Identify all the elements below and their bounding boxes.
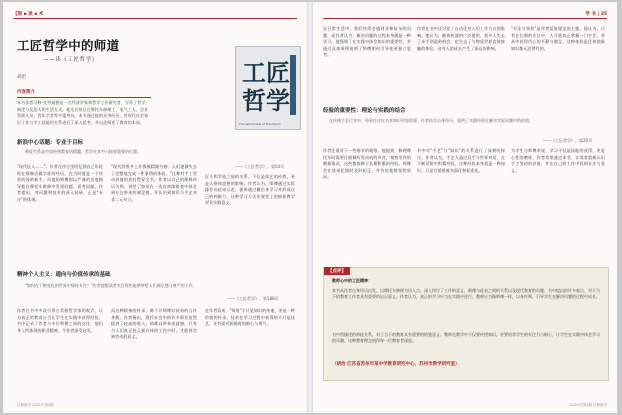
left-col1: "现代匠人……"。作者在序言里回忆到自己年轻时在维修店做学徒的经历，在当时他是一个经验尚浅的新手，而他的师傅则以严谨的态度指导他在摩托车维修中发现问题、思考问题。作者提出，对问题和技术的深入钻研，正是"专注"的体现。	[17, 164, 103, 202]
right-quote-cite: ——《工匠哲学》，第20页	[543, 138, 593, 143]
review-title: 教师心中的工匠精神：	[332, 278, 372, 283]
cover-english-title: The Worldview of Handwork	[239, 122, 281, 126]
review-attribution: （胡治 江苏省苏州市某中学教育研究中心，苏州市教学研究室）	[332, 362, 460, 367]
left-col4: 作者在书中多次引用古希腊哲学家的观点，认为真正的教育应当让学生在实践中获得经验。书中记录了作者与多位师傅之间的交往，他们身上所体现的职业精神，令作者深受启发。	[17, 308, 103, 333]
right-section-heading: 经验的重要性：理论与实践的结合	[323, 108, 406, 114]
section2-quote: "如何在不断变化的世界中保持专注？"作者提醒读者关注那些能够带给人们满足感与尊严的工作。	[25, 283, 197, 288]
section1-heading: 新浪中心话题：专业于目标	[17, 140, 84, 146]
left-col3: 匠人和学徒之间的关系，不仅是技艺的传授，更是人格和思想的影响。作者认为，师傅通过实际操作向徒弟示范，徒弟通过模仿来学习并形成自己的判断力，这种学习方式比课堂上的抽象教学更具实践意义。	[205, 174, 295, 206]
review-paragraph1: 本书从作者自身经历出发，以摩托车修理为切入点，深入探讨了工作的意义、师傅与徒弟之间的关系以及现代教育的问题。书中提出的许多观点，对于当下的教育工作者具有重要的启示意义。作者认为，真正的学习应当在实践中进行，教师应当像师傅一样，以身作则，引导学生在解决问题的过程中成长。	[332, 288, 600, 300]
right-section-intro: 在传统手艺行业中，经验往往比书本知识更加重要。作者结合自身经历，说明了实践经验在解决实际问题中的价值。	[329, 118, 533, 123]
right-folio: 2021年第4期 自修报刊	[570, 403, 607, 407]
abstract-text: 本书作者马修·克劳福德是一名经济学家和哲学工作研究者，写作了哲学，阐述与反思人的生活方式。他先后担任过摩托车修理工、电气工人、企业管理人员、青年学者等多重身份。本书通过他的亲身经历，对现代社会知识工作与手工技能的关系进行了深入思考，并以此阐述了教育的本质。	[17, 100, 150, 125]
section2-quote-cite: ——《工匠哲学》，第188页	[227, 296, 279, 301]
article-subtitle: ——读《工匠哲学》	[43, 57, 98, 63]
left-col3-cite: ——《工匠哲学》，第54页	[235, 164, 285, 169]
right-col3: "专注与坚持"是作者反复提及的主题。他认为，只有在长期的专注中，人才能真正掌握一门手艺，并从中获得内心的平静与满足。这种体验是任何抽象知识都无法替代的。	[511, 26, 605, 51]
article-author: 胡治	[17, 75, 26, 80]
left-header-rule	[13, 18, 297, 19]
left-running-header: 【阅 ▪ 读 ▪ 术	[13, 12, 44, 17]
left-col2: "现代的很多工作都被精细分割，人们逐渐失去了完整地完成一件事情的体验。"这种对手工劳动价值的追问贯穿全书。作者以自己的维修经历为例，讲述了如何在一次次故障排查中体会到专注带来的满足感，并认识到知识与手艺并非二元对立。	[111, 164, 197, 202]
right-col4: 作者注重对于一些细节的观察，他提到，修理摩托车时需要仔细倾听发动机的声音，观察零件的磨损情况，这些都依赖于长期积累的经验。师傅会在徒弟犯错时及时纠正，并告诉他错误的原因。	[323, 148, 411, 180]
right-header-rule	[323, 18, 607, 19]
right-running-header: 学 书 | 35	[585, 12, 607, 17]
cover-title-line2: 哲学	[242, 86, 290, 115]
abstract-rule	[17, 97, 151, 98]
right-col1: 在日常生活中，我们经常会遇到各种复杂的问题，而作者认为，解决问题的过程本身就是一种学习。他强调了在实践中体会知识的重要性，并通过具体事例说明了师傅如何引导徒弟独立思考。	[323, 26, 411, 58]
article-title: 工匠哲学中的师道	[17, 38, 120, 53]
right-col5: 书中对"手艺"与"知识"的关系进行了深刻的探讨。作者认为，手艺人通过双手与世界对话，在不断试错中积累经验，这种经验本身就是一种知识，只是它很难被书面化和标准化。	[417, 148, 505, 173]
book-cover-image	[235, 46, 301, 130]
left-col5: 而这种精神的传承，离不开师傅对徒弟的言传身教。作者指出，现代社会中的许多职业虽然提供了较高的收入，却难以带来成就感。只有当人们真正投入到具体的工作中时，才能体会到劳动的意义。	[111, 308, 197, 340]
cover-accent-bar	[290, 55, 296, 115]
section1-intro: 师徒关系是中国传统教育的精髓，哲学在其中占据着重要的位置。	[25, 149, 141, 154]
left-page	[3, 2, 307, 413]
cover-title-line1: 工匠	[242, 58, 290, 87]
left-col6: 在作者看来，"师道"不只是知识的传递，更是一种价值的传承。徒弟在学习过程中获得的不只是技艺，还有面对困难时的耐心与勇气。	[205, 308, 295, 327]
review-paragraph2: 书中所描述的师徒关系，对于当下的教育具有重要的借鉴意义。教师在教学中不仅要传授知识，更要培养学生的专注力与耐心，让学生在实践中体会学习的乐趣。这种教育理念值得每一位教育者深思。	[332, 332, 600, 344]
right-page	[313, 2, 617, 413]
right-col6: 为学生与师傅来说，学习不仅是技能的获得，更是心性的磨炼。作者希望通过本书，让读者重新认识手工劳动的价值，并在自己的工作中找到专注与意义。	[511, 148, 605, 173]
review-box	[323, 267, 609, 381]
left-folio: 自修报刊 2021年第4期	[17, 403, 54, 407]
abstract-label: 内容简介	[17, 90, 35, 95]
review-label: 【点评】	[324, 267, 350, 275]
right-col2: 作者在书中还讨论了自动化对人们工作方式的影响。他认为，随着机器的广泛使用，很多人失去了亲手创造的机会，也失去了与物质世界直接接触的体验，这对人的成长产生了深远的影响。	[417, 26, 505, 51]
section2-heading: 精神个人主义：通向与价值传承的基础	[17, 272, 111, 278]
